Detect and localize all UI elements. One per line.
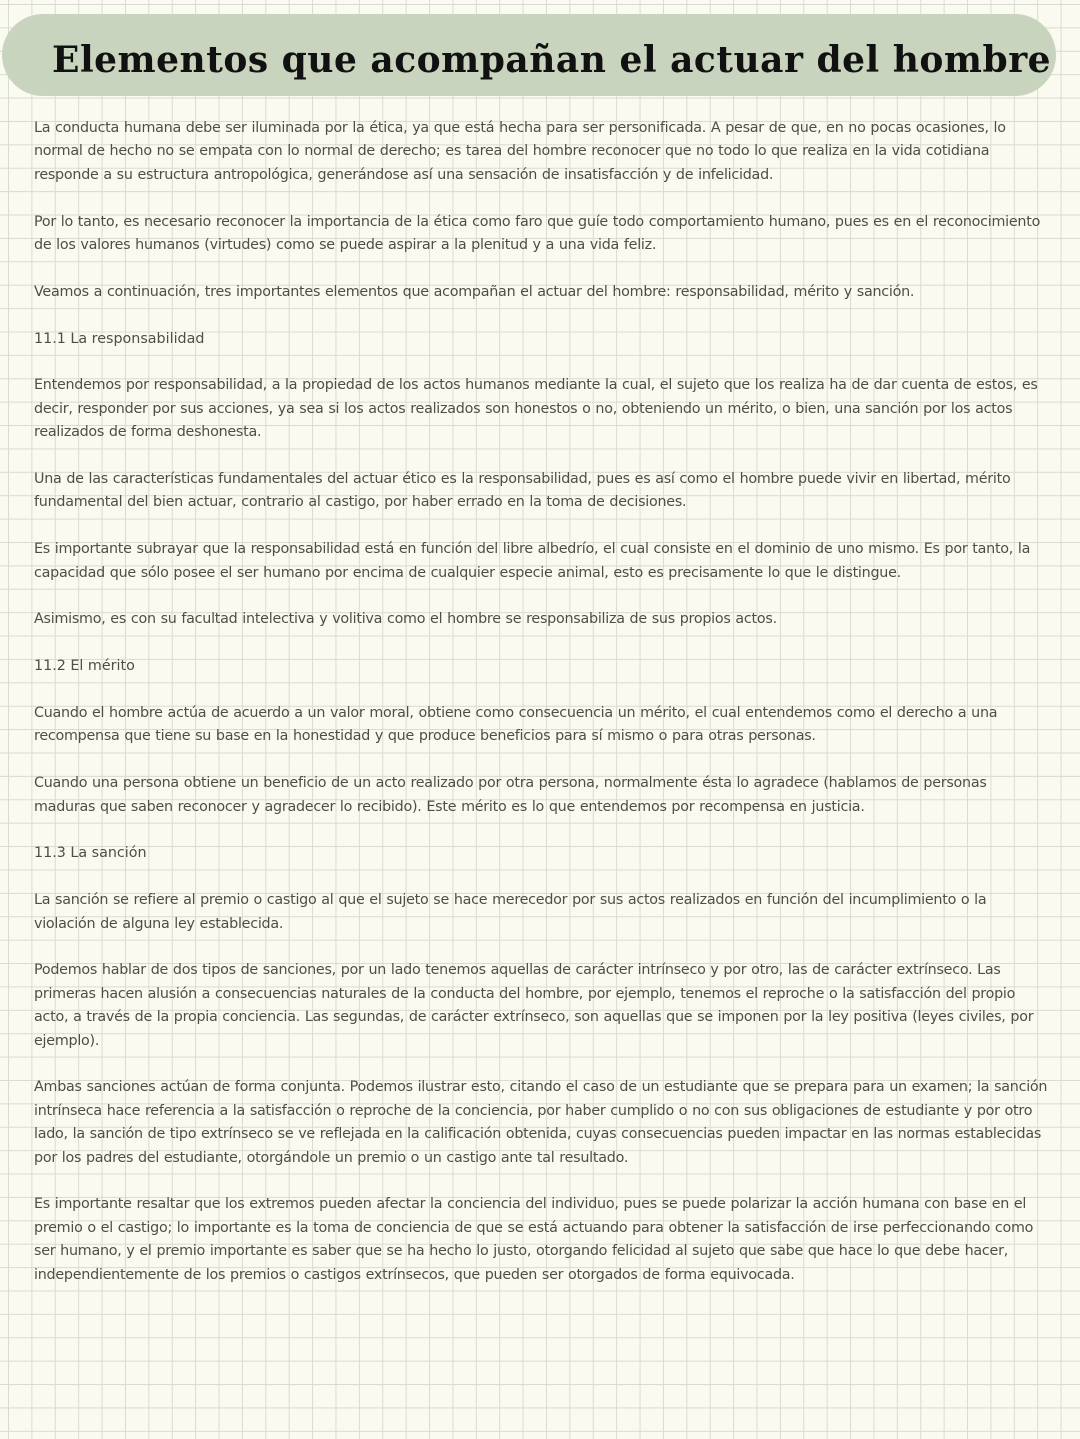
paragraph-extremes: Es importante resaltar que los extremos pueden afectar la conciencia del individuo, pues se puede polarizar la acción humana con base en el premio o el castigo; lo importante es la toma de conciencia de que se está actuando para obtener la satisfacción de irse perfeccionando como ser humano, y el premio importante es saber que se ha hecho lo justo, otorgando felicidad al sujeto que sabe que hace lo que debe hacer, independientemente de los premios o castigos extrínsecos, que pueden ser otorgados de forma equivocada. <box>34 1196 1034 1283</box>
paragraph-free-will: Es importante subrayar que la responsabilidad está en función del libre albedrío, el cual consiste en el dominio de uno mismo. Es por tanto, la capacidad que sólo posee el ser humano por encima de cualquier especie animal, esto es precisamente lo que le distingue. <box>34 541 1031 581</box>
paragraph-sanction-example: Ambas sanciones actúan de forma conjunta. Podemos ilustrar esto, citando el caso de un estudiante que se prepara para un examen; la sanción intrínseca hace referencia a la satisfacción o reproche de la conciencia, por haber cumplido o no con sus obligaciones de estudiante y por otro lado, la sanción de tipo extrínseco se ve reflejada en la calificación obtenida, cuyas consecuencias pueden impactar en las normas establecidas por los padres del estudiante, otorgándole un premio o un castigo ante tal resultado. <box>34 1079 1048 1166</box>
section-heading-merit: 11.2 El mérito <box>34 658 135 675</box>
section-heading-sanction: 11.3 La sanción <box>34 845 147 862</box>
paragraph-merit-definition: Cuando el hombre actúa de acuerdo a un valor moral, obtiene como consecuencia un mérito, el cual entendemos como el derecho a una recompensa que tiene su base en la honestidad y que produce beneficios para sí mismo o para otras personas. <box>34 705 998 745</box>
paragraph-responsibility-freedom: Una de las características fundamentales del actuar ético es la responsabilidad, pues es así como el hombre puede vivir en libertad, mérito fundamental del bien actuar, contrario al castigo, por haber errado en la toma de decisiones. <box>34 471 1011 511</box>
paragraph-elements-overview: Veamos a continuación, tres importantes elementos que acompañan el actuar del hombre: responsabilidad, mérito y sanción. <box>34 283 915 300</box>
paragraph-sanction-definition: La sanción se refiere al premio o castigo al que el sujeto se hace merecedor por sus actos realizados en función del incumplimiento o la violación de alguna ley establecida. <box>34 892 987 932</box>
paragraph-merit-justice: Cuando una persona obtiene un beneficio de un acto realizado por otra persona, normalmente ésta lo agradece (hablamos de personas maduras que saben reconocer y agradecer lo recibido). Este mérito es lo que entendemos por recompensa en justicia. <box>34 775 987 815</box>
paragraph-responsibility-definition: Entendemos por responsabilidad, a la propiedad de los actos humanos mediante la cual, el sujeto que los realiza ha de dar cuenta de estos, es decir, responder por sus acciones, ya sea si los actos realizados son honestos o no, obteniendo un mérito, o bien, una sanción por los actos realizados de forma deshonesta. <box>34 377 1038 441</box>
section-heading-responsibility: 11.1 La responsabilidad <box>34 330 205 347</box>
page-title: Elementos que acompañan el actuar del hombre <box>52 39 1052 81</box>
paragraph-ethics-lighthouse: Por lo tanto, es necesario reconocer la importancia de la ética como faro que guíe todo comportamiento humano, pues es en el reconocimiento de los valores humanos (virtudes) como se puede aspirar a la plenitud y a una vida feliz. <box>34 213 1041 254</box>
paragraph-sanction-types: Podemos hablar de dos tipos de sanciones, por un lado tenemos aquellas de carácter intrínseco y por otro, las de carácter extrínseco. Las primeras hacen alusión a consecuencias naturales de la conducta del hombre, por ejemplo, tenemos el reproche o la satisfacción del propio acto, a través de la propia conciencia. Las segundas, de carácter extrínseco, son aquellas que se imponen por la ley positiva (leyes civiles, por ejemplo). <box>34 962 1034 1049</box>
paragraph-intellect-will: Asimismo, es con su facultad intelectiva y volitiva como el hombre se responsabiliza de sus propios actos. <box>34 611 777 628</box>
paragraph-intro: La conducta humana debe ser iluminada por la ética, ya que está hecha para ser personificada. A pesar de que, en no pocas ocasiones, lo normal de hecho no se empata con lo normal de derecho; es tarea del hombre reconocer que no todo lo que realiza en la vida cotidiana responde a su estructura antropológica, generándose así una sensación de insatisfacción y de infelicidad. <box>34 120 1006 183</box>
document-body <box>34 117 1050 1310</box>
